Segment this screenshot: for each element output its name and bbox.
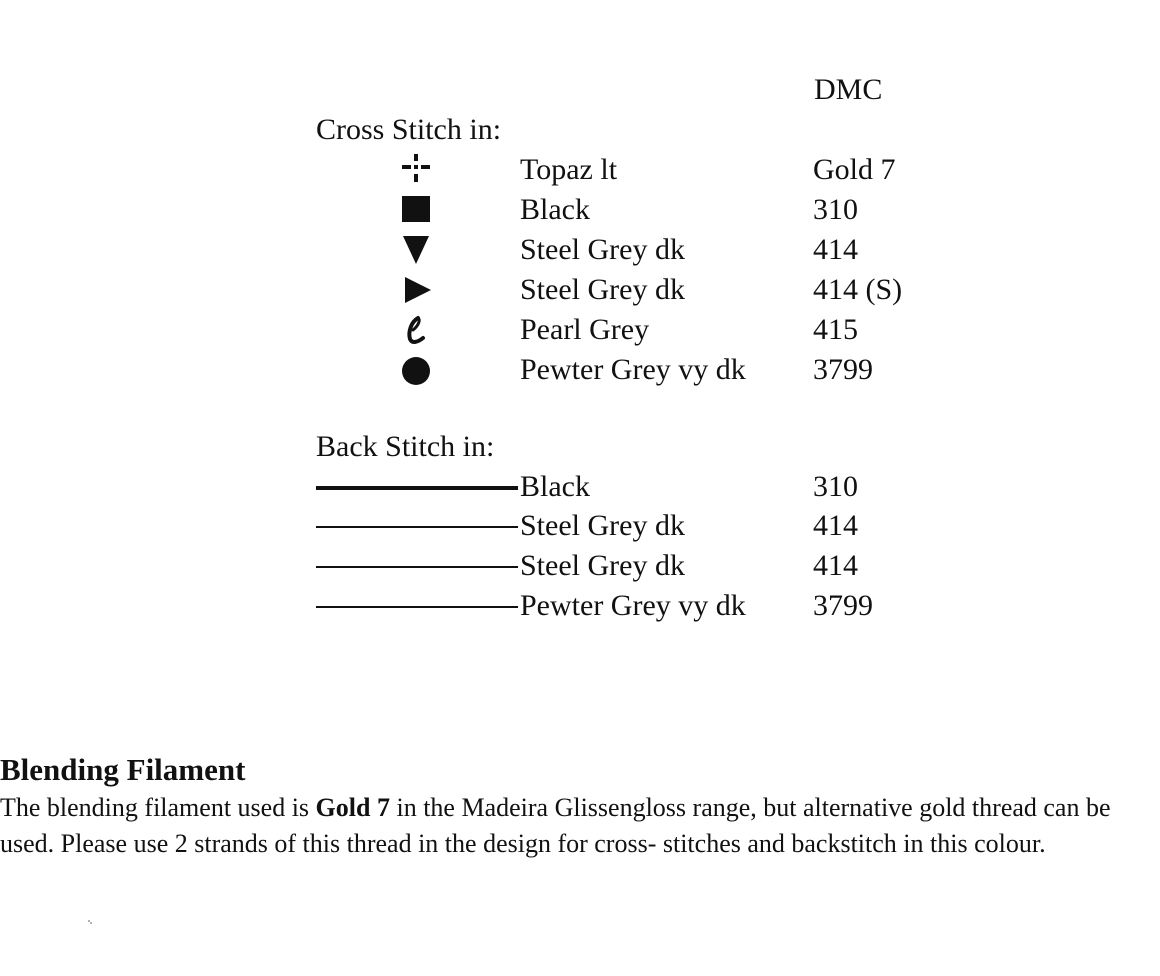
sparkle-icon bbox=[392, 150, 440, 190]
para-text-after: in the Madeira Glissengloss range, but alternative gold thread can be used. Please use 2 strands of this thread in the design for cross- stitches and backstitch in this colour. bbox=[0, 793, 1111, 858]
cross-stitch-heading: Cross Stitch in: bbox=[316, 113, 502, 146]
triangle-down-icon bbox=[392, 230, 440, 270]
square-icon bbox=[392, 190, 440, 230]
dmc-number: 415 bbox=[813, 313, 858, 346]
back-stitch-row bbox=[0, 506, 1160, 546]
thin-line bbox=[316, 566, 518, 568]
color-name: Black bbox=[520, 470, 590, 503]
blending-filament-title: Blending Filament bbox=[0, 752, 246, 787]
color-name: Steel Grey dk bbox=[520, 273, 685, 306]
dmc-number: 414 bbox=[813, 233, 858, 266]
color-name: Pearl Grey bbox=[520, 313, 650, 346]
color-name: Topaz lt bbox=[520, 153, 618, 186]
back-stitch-row bbox=[0, 546, 1160, 586]
color-name: Steel Grey dk bbox=[520, 509, 685, 542]
thin-line bbox=[316, 606, 518, 608]
dmc-number: 414 bbox=[813, 549, 858, 582]
color-name: Steel Grey dk bbox=[520, 549, 685, 582]
cross-stitch-row bbox=[0, 230, 1160, 270]
back-stitch-row bbox=[0, 586, 1160, 626]
thin-line bbox=[316, 526, 518, 528]
dmc-number: 310 bbox=[813, 470, 858, 503]
scan-speck bbox=[88, 920, 92, 924]
cross-stitch-row bbox=[0, 190, 1160, 230]
dmc-number: 310 bbox=[813, 193, 858, 226]
dmc-number: 414 bbox=[813, 509, 858, 542]
color-name: Steel Grey dk bbox=[520, 233, 685, 266]
dmc-number: 3799 bbox=[813, 353, 873, 386]
color-name: Pewter Grey vy dk bbox=[520, 353, 746, 386]
color-name: Black bbox=[520, 193, 590, 226]
dmc-number: Gold 7 bbox=[813, 153, 896, 186]
back-stitch-row bbox=[0, 467, 1160, 507]
circle-icon bbox=[392, 350, 440, 390]
cross-stitch-row bbox=[0, 150, 1160, 190]
dmc-number: 414 (S) bbox=[813, 273, 903, 306]
dmc-number: 3799 bbox=[813, 589, 873, 622]
para-bold-thread: Gold 7 bbox=[315, 793, 390, 822]
blending-filament-paragraph bbox=[0, 790, 1140, 862]
dmc-column-header: DMC bbox=[814, 73, 883, 106]
back-stitch-heading: Back Stitch in: bbox=[316, 430, 495, 463]
cross-stitch-row bbox=[0, 310, 1160, 350]
color-name: Pewter Grey vy dk bbox=[520, 589, 746, 622]
thick-line bbox=[316, 486, 518, 490]
cross-stitch-row bbox=[0, 270, 1160, 310]
para-text-before: The blending filament used is bbox=[0, 793, 316, 822]
script-l-icon bbox=[392, 310, 440, 350]
cross-stitch-row bbox=[0, 350, 1160, 390]
triangle-right-icon bbox=[392, 270, 440, 310]
